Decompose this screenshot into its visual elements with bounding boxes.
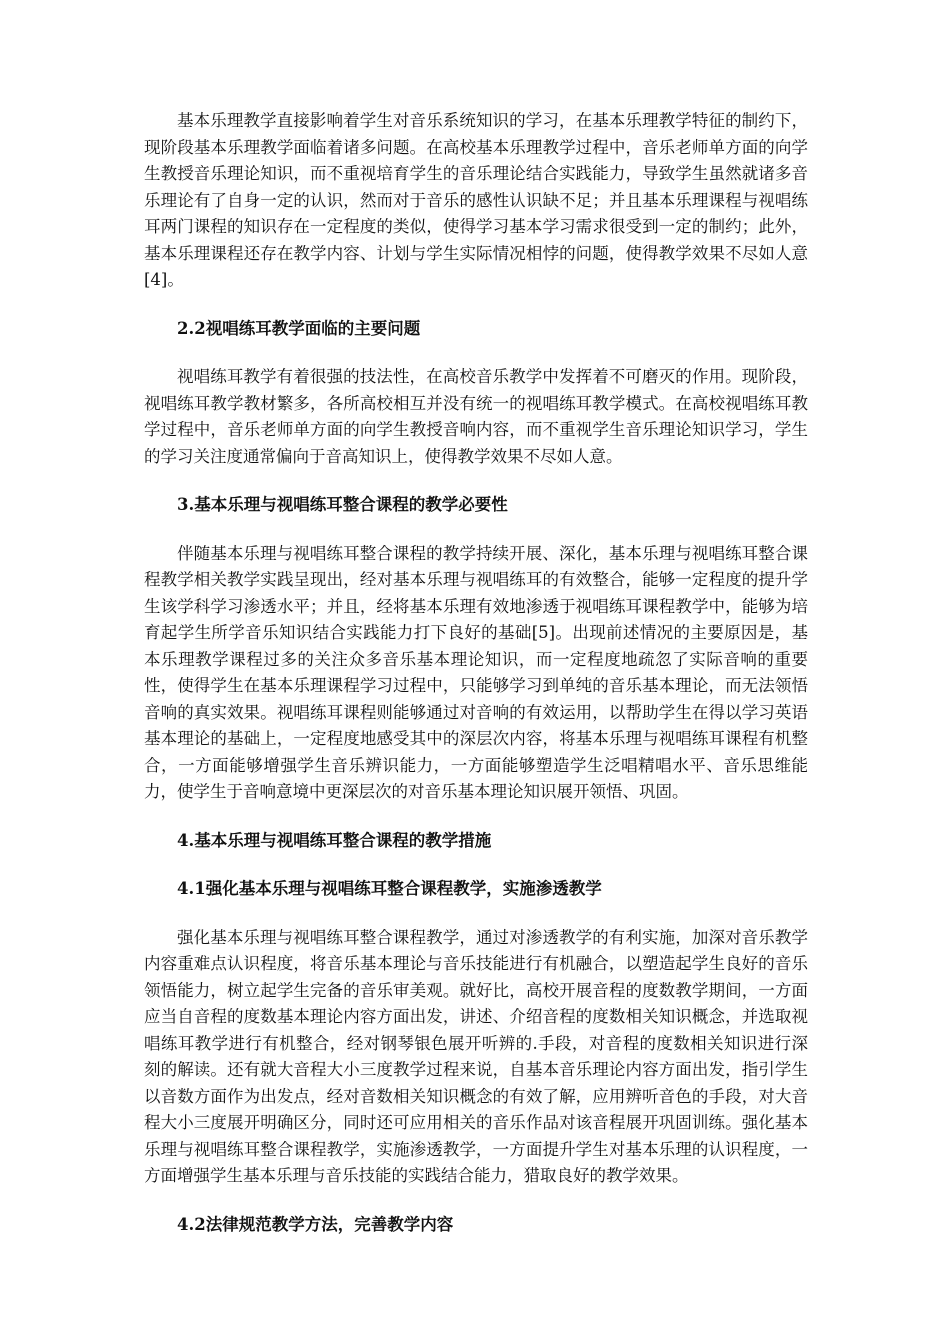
spacer [144,854,808,876]
spacer [144,1190,808,1212]
paragraph-basic-theory-problems: 基本乐理教学直接影响着学生对音乐系统知识的学习，在基本乐理教学特征的制约下，现阶段基本乐理教学面临着诸多问题。在高校基本乐理教学过程中，音乐老师单方面的向学生教授音乐理论知识，而不重视培育学生的音乐理论结合实践能力，导致学生虽然就诸多音乐理论有了自身一定的认识，然而对于音乐的感性认识缺不足；并且基本乐理课程与视唱练耳两门课程的知识存在一定程度的类似，使得学习基本学习需求很受到一定的制约；此外，基本乐理课程还存在教学内容、计划与学生实际情况相悖的问题，使得教学效果不尽如人意[4]。 [144,111,808,289]
spacer [144,342,808,364]
document-page [144,108,808,1238]
paragraph-infiltration-teaching: 强化基本乐理与视唱练耳整合课程教学，通过对渗透教学的有利实施，加深对音乐教学内容重难点认识程度，将音乐基本理论与音乐技能进行有机融合，以塑造起学生良好的音乐领悟能力，树立起学生完备的音乐审美观。就好比，高校开展音程的度数教学期间，一方面应当自音程的度数基本理论内容方面出发，讲述、介绍音程的度数相关知识概念，并选取视唱练耳教学进行有机整合，经对钢琴银色展开听辨的.手段，对音程的度数相关知识进行深刻的解读。还有就大音程大小三度教学过程来说，自基本音乐理论内容方面出发，指引学生以音数方面作为出发点，经对音数相关知识概念的有效了解，应用辨听音色的手段，对大音程大小三度展开明确区分，同时还可应用相关的音乐作品对该音程展开巩固训练。强化基本乐理与视唱练耳整合课程教学，实施渗透教学，一方面提升学生对基本乐理的认识程度，一方面增强学生基本乐理与音乐技能的实践结合能力，猎取良好的教学效果。 [144,927,808,1185]
spacer [144,806,808,828]
section-heading-4: 4.基本乐理与视唱练耳整合课程的教学措施 [177,830,492,850]
section-heading-3: 3.基本乐理与视唱练耳整合课程的教学必要性 [177,495,508,514]
section-heading-2-2: 2.2视唱练耳教学面临的主要问题 [177,318,421,338]
spacer [144,519,808,541]
paragraph-integration-necessity: 伴随基本乐理与视唱练耳整合课程的教学持续开展、深化，基本乐理与视唱练耳整合课程教学相关教学实践呈现出，经对基本乐理与视唱练耳的有效整合，能够一定程度的提升学生该学科学习渗透水平；并且，经将基本乐理有效地渗透于视唱练耳课程教学中，能够为培育起学生所学音乐知识结合实践能力打下良好的基础[5]。出现前述情况的主要原因是，基本乐理教学课程过多的关注众多音乐基本理论知识，而一定程度地疏忽了实际音响的重要性，使得学生在基本乐理课程学习过程中，只能够学习到单纯的音乐基本理论，而无法领悟音响的真实效果。视唱练耳课程则能够通过对音响的有效运用，以帮助学生在得以学习英语基本理论的基础上，一定程度地感受其中的深层次内容，将基本乐理与视唱练耳课程有机整合，一方面能够增强学生音乐辨识能力，一方面能够塑造学生泛唱精唱水平、音乐思维能力，使学生于音响意境中更深层次的对音乐基本理论知识展开领悟、巩固。 [144,543,808,801]
spacer [144,470,808,492]
section-heading-4-1: 4.1强化基本乐理与视唱练耳整合课程教学，实施渗透教学 [177,879,602,898]
section-heading-4-2: 4.2法律规范教学方法，完善教学内容 [177,1214,454,1234]
spacer [144,903,808,925]
paragraph-ear-training-problems: 视唱练耳教学有着很强的技法性，在高校音乐教学中发挥着不可磨灭的作用。现阶段，视唱练耳教学教材繁多，各所高校相互并没有统一的视唱练耳教学模式。在高校视唱练耳教学过程中，音乐老师单方面的向学生教授音响内容，而不重视学生音乐理论知识学习，学生的学习关注度通常偏向于音高知识上，使得教学效果不尽如人意。 [144,367,808,466]
spacer [144,294,808,316]
